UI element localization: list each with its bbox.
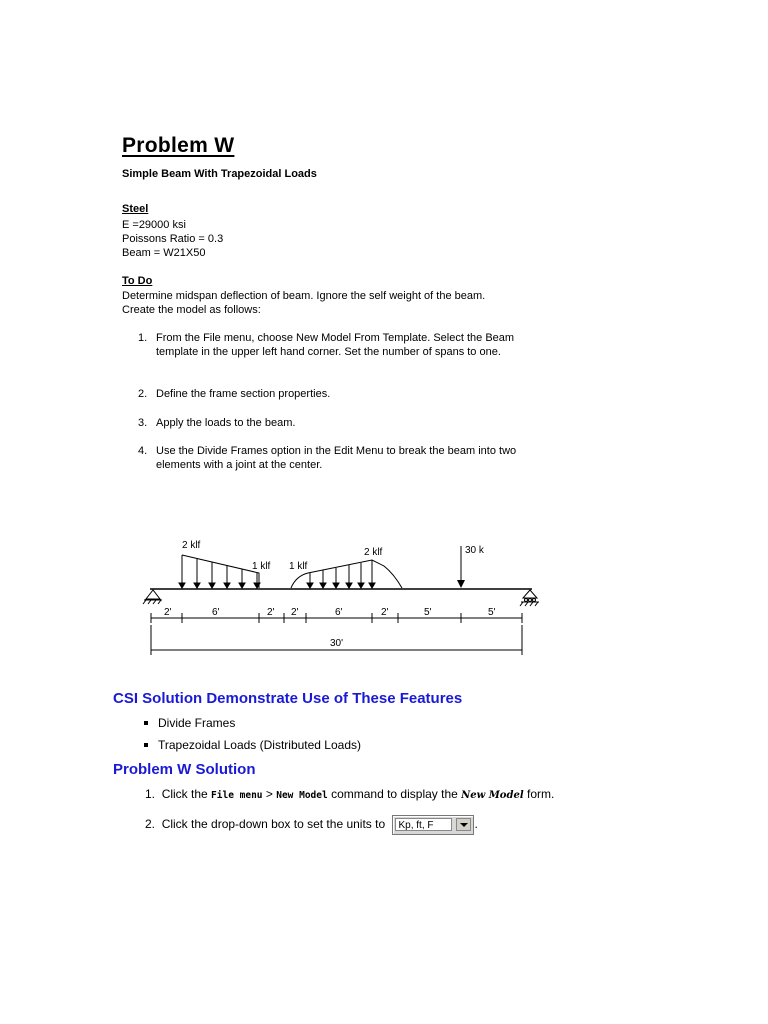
solution-step-2 <box>145 815 478 835</box>
steel-line: Beam = W21X50 <box>122 247 206 259</box>
menu-separator: > <box>265 787 273 801</box>
step-number: 4. <box>138 445 148 457</box>
load-arrows-1 <box>179 555 260 588</box>
step-text: Use the Divide Frames option in the Edit Menu to break the beam into two elements with a joint at the center. <box>156 445 517 471</box>
dim-label: 6' <box>212 607 220 618</box>
todo-step <box>138 387 548 403</box>
beam-load-diagram <box>140 530 550 655</box>
load-label: 1 klf <box>289 561 308 572</box>
step-text: Apply the loads to the beam. <box>156 417 296 429</box>
solution-step-1 <box>145 787 554 801</box>
total-dim-label: 30' <box>330 638 344 649</box>
page-subtitle: Simple Beam With Trapezoidal Loads <box>122 168 317 180</box>
roller-support <box>523 590 537 598</box>
chevron-down-icon[interactable] <box>456 818 471 831</box>
dim-label: 2' <box>381 607 389 618</box>
todo-line: Create the model as follows: <box>122 304 261 316</box>
step-number: 2. <box>145 817 156 832</box>
step-number: 2. <box>138 388 148 400</box>
menu-label: New Model <box>276 790 328 801</box>
form-name: New Model <box>461 790 524 801</box>
dim-label: 5' <box>488 607 496 618</box>
dim-label: 5' <box>424 607 432 618</box>
step-text: form. <box>526 787 555 801</box>
bullet-text: Trapezoidal Loads (Distributed Loads) <box>158 738 361 752</box>
csi-heading: CSI Solution Demonstrate Use of These Features <box>113 690 463 707</box>
dim-label: 2' <box>267 607 275 618</box>
load-label: 1 klf <box>252 561 271 572</box>
todo-line: Determine midspan deflection of beam. Ignore the self weight of the beam. <box>122 290 486 302</box>
support-hatch-right <box>520 602 538 606</box>
todo-step <box>138 331 548 375</box>
step-number: 1. <box>145 787 156 801</box>
steel-line: Poissons Ratio = 0.3 <box>122 233 224 245</box>
step-number: 1. <box>138 332 148 344</box>
dim-label: 2' <box>291 607 299 618</box>
steel-line: E =29000 ksi <box>122 219 186 231</box>
bullet-dot <box>144 721 148 725</box>
step-text: From the File menu, choose New Model From Template. Select the Beam template in the upper left hand corner. Set the number of spans to one. <box>156 332 515 358</box>
dim-label: 6' <box>335 607 343 618</box>
step-text: command to display the <box>331 787 458 801</box>
bullet-dot <box>144 743 148 747</box>
load-arrows-2 <box>307 560 375 588</box>
load-label: 2 klf <box>182 540 201 551</box>
units-dropdown[interactable] <box>392 815 474 835</box>
dim-label: 2' <box>164 607 172 618</box>
step-text: Click the <box>161 787 208 801</box>
page-title: Problem W <box>122 134 235 157</box>
todo-step <box>138 416 548 432</box>
todo-step <box>138 444 548 474</box>
bullet-item <box>144 716 444 732</box>
load-label: 30 k <box>465 545 484 556</box>
step-text: . <box>474 817 478 832</box>
bullet-item <box>144 738 444 754</box>
steel-heading: Steel <box>122 203 149 215</box>
todo-heading: To Do <box>122 275 153 287</box>
load-label: 2 klf <box>364 547 383 558</box>
step-text: Click the drop-down box to set the units to <box>161 817 386 832</box>
pin-support <box>146 590 160 599</box>
support-hatch-left <box>143 600 161 604</box>
menu-label: File menu <box>211 790 263 801</box>
step-text: Define the frame section properties. <box>156 388 331 400</box>
bullet-text: Divide Frames <box>158 716 236 730</box>
step-number: 3. <box>138 417 148 429</box>
units-dropdown-value: Kp, ft, F <box>395 818 452 831</box>
solution-heading: Problem W Solution <box>113 761 256 778</box>
point-load-arrowhead <box>457 580 465 588</box>
